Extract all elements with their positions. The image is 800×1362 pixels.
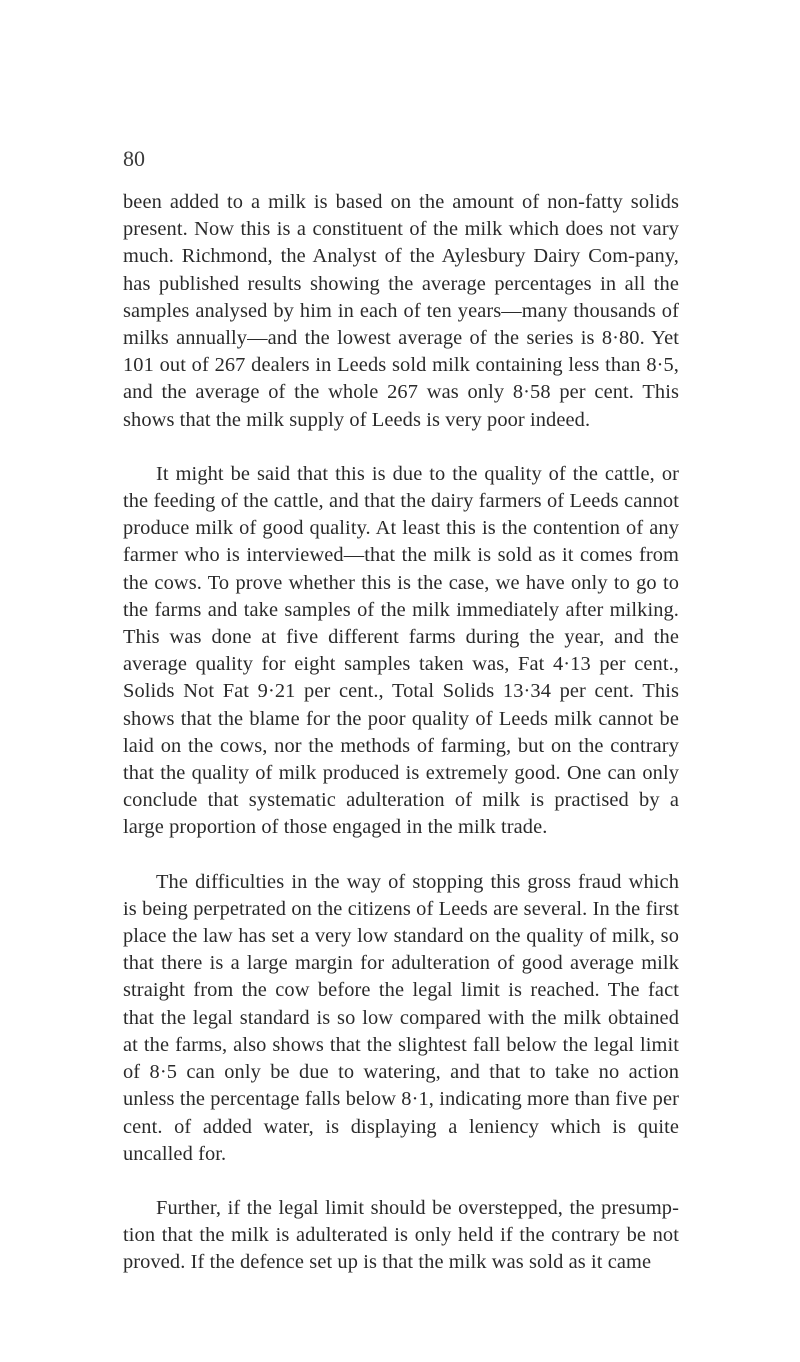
paragraph-2: It might be said that this is due to the quality of the cattle, or the feeding of the cattle, and that the dairy farmers of Leeds cannot produce milk of good quality. At least this is the contention of any farmer who is interviewed—that the milk is sold as it comes from the cows. To prove whether this is the case, we have only to go to the farms and take samples of the milk immediately after milking. This was done at five different farms during the year, and the average quality for eight samples taken was, Fat 4·13 per cent., Solids Not Fat 9·21 per cent., Total Solids 13·34 per cent. This shows that the blame for the poor quality of Leeds milk cannot be laid on the cows, nor the methods of farming, but on the contrary that the quality of milk produced is extremely good. One can only conclude that systematic adulteration of milk is practised by a large proportion of those engaged in the milk trade. — [123, 462, 679, 839]
page-number: 80 — [123, 146, 145, 171]
paragraph-3: The difficulties in the way of stopping this gross fraud which is being perpetrated on the citizens of Leeds are several. In the first place the law has set a very low standard on the quality of milk, so that there is a large margin for adulteration of good average milk straight from the cow before the legal limit is reached. The fact that the legal standard is so low compared with the milk obtained at the farms, also shows that the slightest fall below the legal limit of 8·5 can only be due to watering, and that to take no action unless the percentage falls below 8·1, indicating more than five per cent. of added water, is displaying a leniency which is quite uncalled for. — [123, 870, 679, 1165]
body-text — [123, 189, 679, 1277]
paragraph-4: Further, if the legal limit should be overstepped, the presump-tion that the milk is adulterated is only held if the contrary be not proved. If the defence set up is that the milk was sold as it came — [123, 1196, 679, 1274]
paragraph-1: been added to a milk is based on the amount of non-fatty solids present. Now this is a constituent of the milk which does not vary much. Richmond, the Analyst of the Aylesbury Dairy Com-pany, has published results showing the average percentages in all the samples analysed by him in each of ten years—many thousands of milks annually—and the lowest average of the series is 8·80. Yet 101 out of 267 dealers in Leeds sold milk containing less than 8·5, and the average of the whole 267 was only 8·58 per cent. This shows that the milk supply of Leeds is very poor indeed. — [123, 191, 679, 431]
